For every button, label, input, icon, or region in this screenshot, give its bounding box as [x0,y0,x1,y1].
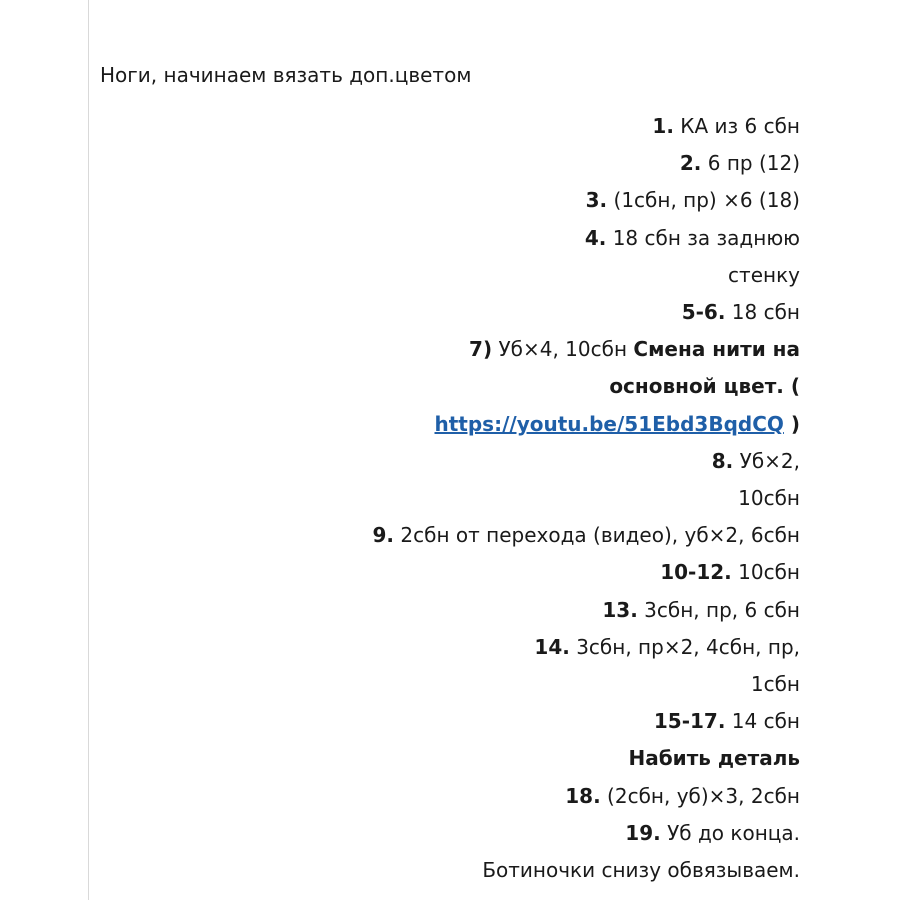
step-text: 14 сбн [725,709,800,734]
step-number: 10-12. [660,560,732,585]
step-7 [240,331,800,368]
pattern-steps [240,108,800,889]
step-1 [240,108,800,145]
color-change-note: Смена нити на [633,337,800,362]
step-text: 6 пр (12) [701,151,800,176]
step-8-continued: 10сбн [738,486,800,511]
step-14 [240,629,800,666]
step-19 [240,815,800,852]
step-number: 1. [652,114,674,138]
step-text: КА из 6 сбн [673,114,800,138]
step-text: 18 сбн за заднюю [606,225,800,250]
step-text: Уб×2, [733,448,800,473]
closing-paren: ) [783,411,800,436]
step-number: 15-17. [653,709,726,734]
step-text: 10сбн [731,560,800,585]
step-3 [240,182,800,219]
step-number: 4. [584,225,607,250]
step-text: 18 сбн [725,300,800,325]
step-number: 13. [602,597,638,622]
step-text: (1сбн, пр) ×6 (18) [607,188,800,213]
step-number: 7) [469,337,493,362]
step-text: Уб до конца. [660,820,800,845]
step-18 [240,778,800,815]
step-number: 18. [565,783,601,808]
step-number: 3. [585,188,608,213]
step-text: 2сбн от перехода (видео), уб×2, 6сбн [394,523,800,548]
step-4-continued: стенку [728,262,800,287]
step-number: 2. [679,151,702,176]
step-7-link-line [240,406,800,443]
step-2 [240,145,800,182]
step-number: 9. [372,523,395,548]
step-number: 8. [711,448,734,473]
video-link[interactable]: https://youtu.be/51Ebd3BqdCQ [434,411,784,436]
step-text: Уб×4, 10сбн [492,337,634,362]
step-number: 19. [625,820,661,845]
step-14-continued: 1сбн [750,672,800,697]
step-4 [240,220,800,257]
step-7-continued: основной цвет. ( [609,374,800,399]
step-8 [240,443,800,480]
step-13 [240,592,800,629]
step-text: (2сбн, уб)×3, 2сбн [600,783,800,808]
section-heading: Ноги, начинаем вязать доп.цветом [100,63,472,87]
final-note: Ботиночки снизу обвязываем. [482,858,800,883]
stuffing-note: Набить деталь [628,746,800,771]
step-text: 3сбн, пр×2, 4сбн, пр, [569,634,800,659]
step-9 [240,517,800,554]
step-number: 14. [534,634,570,659]
step-10-12 [240,554,800,591]
step-number: 5-6. [681,300,726,325]
page-edge-divider [88,0,89,900]
step-5-6 [240,294,800,331]
step-15-17 [240,703,800,740]
step-text: 3сбн, пр, 6 сбн [637,597,800,622]
